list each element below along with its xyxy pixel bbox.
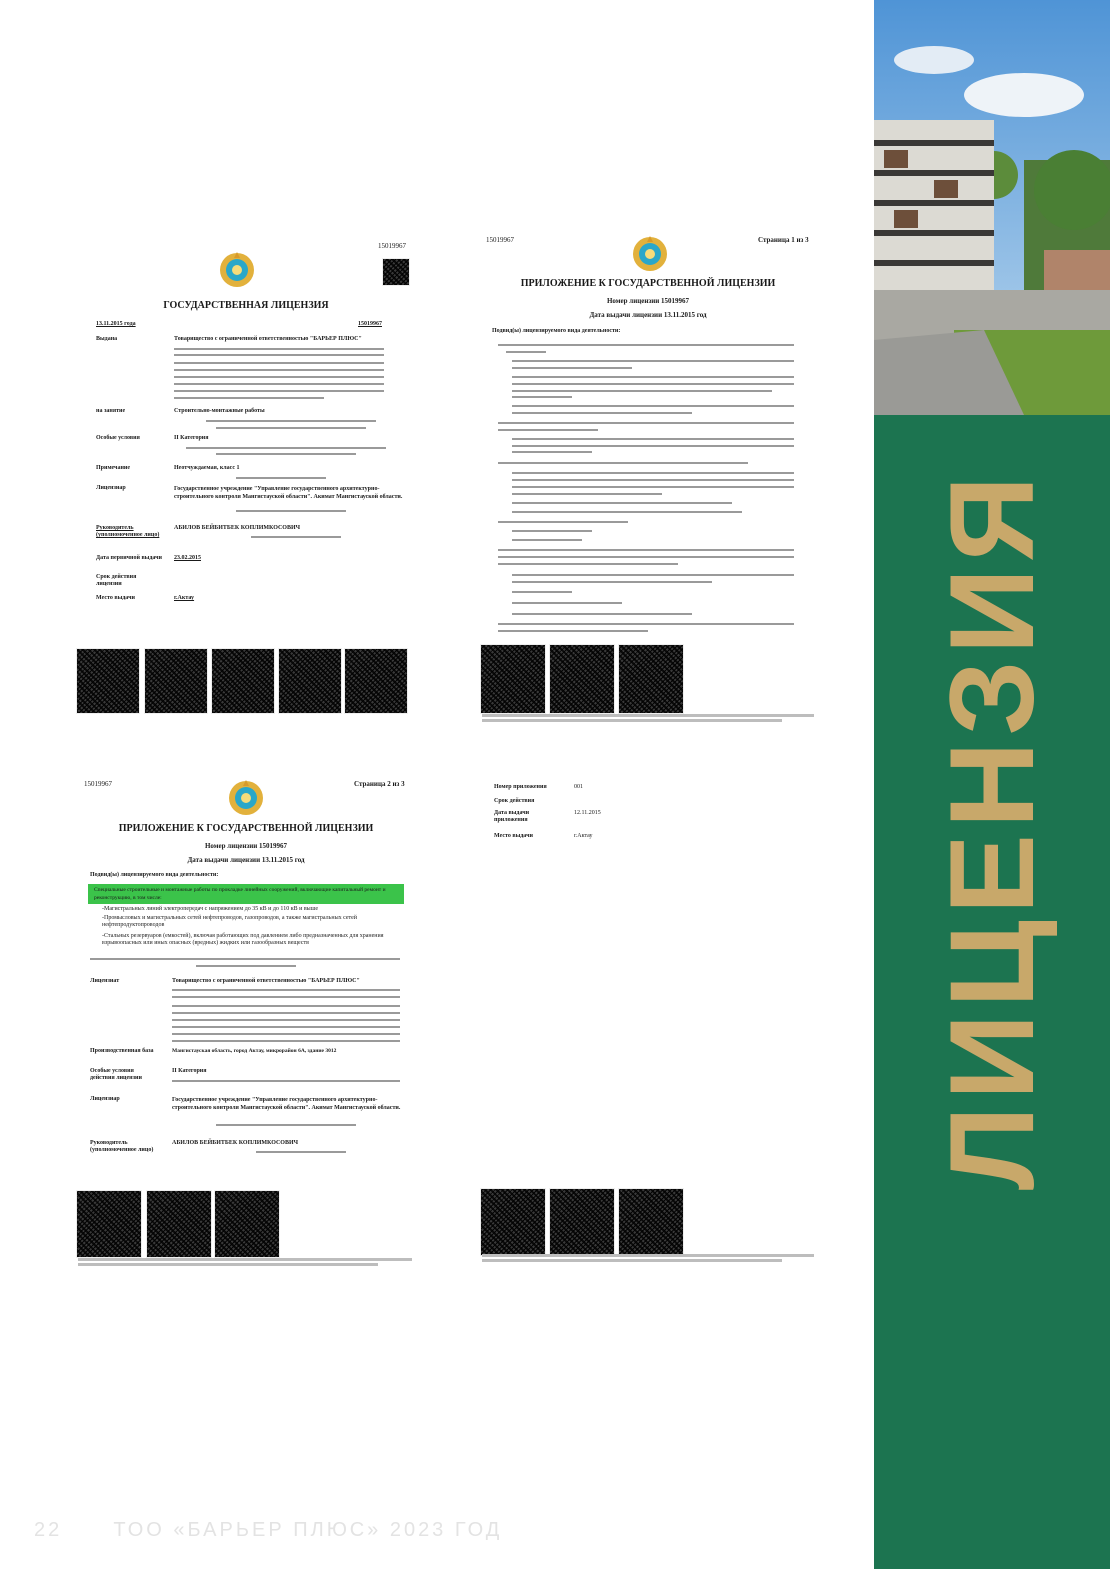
row-value: 001 [574, 784, 583, 790]
kazakhstan-emblem-icon [632, 234, 668, 274]
license-number: Номер лицензии 15019967 [204, 842, 288, 850]
row-key: Руководитель (уполномоченное лицо) [90, 1140, 154, 1153]
row-key: Руководитель (уполномоченное лицо) [96, 525, 160, 538]
row-value: Государственное учреждение "Управление государственного архитектурно-строительного контроля Мангистауской области". Акимат Мангистауской области. [172, 1097, 401, 1111]
doc-subtitle: Подвид(ы) лицензируемого вида деятельности: [90, 872, 219, 878]
row-value: Товарищество с ограниченной ответственностью "БАРЬЕР ПЛЮС" [174, 336, 362, 342]
footer-text: ТОО «БАРЬЕР ПЛЮС» 2023 ГОД [113, 1519, 503, 1541]
activity-item: -Промысловых и магистральных сетей нефтепроводов, газопроводов, а также магистральных сетей нефтепродуктопроводов [102, 915, 358, 928]
doc-date: 13.11.2015 года [96, 321, 136, 327]
page-indicator: Страница 2 из 3 [354, 780, 405, 788]
row-value: II Категория [172, 1068, 207, 1074]
license-appendix-page-1 [478, 232, 818, 724]
qr-code [144, 648, 208, 714]
doc-number-top: 15019967 [84, 780, 112, 788]
row-key: Место выдачи [96, 595, 135, 601]
doc-qr-code [382, 258, 410, 286]
doc-subtitle: Подвид(ы) лицензируемого вида деятельности: [492, 328, 621, 334]
qr-code [344, 648, 408, 714]
row-key: Дата первичной выдачи [96, 555, 163, 561]
qr-code [146, 1190, 212, 1258]
activity-item: -Стальных резервуаров (емкостей), включая работающих под давлением либо предназначенных для хранения взрывоопасных или иных опасных (вредных) жидких или газообразных веществ [102, 933, 384, 946]
doc-title: ГОСУДАРСТВЕННАЯ ЛИЦЕНЗИЯ [163, 300, 329, 311]
row-value: АБИЛОВ БЕЙБИТБЕК КОПЛИМКОСОВИЧ [172, 1140, 299, 1146]
row-key: Производственная база [90, 1048, 154, 1054]
issue-date: Дата выдачи лицензии 13.11.2015 год [187, 856, 305, 864]
doc-number-top: 15019967 [378, 242, 406, 250]
row-value: II Категория [174, 435, 209, 441]
row-value: 23.02.2015 [174, 555, 201, 561]
issue-date: Дата выдачи лицензии 13.11.2015 год [589, 311, 707, 319]
row-key: Особые условия [96, 435, 140, 441]
row-key: Лицензиар [96, 485, 126, 491]
row-value: АБИЛОВ БЕЙБИТБЕК КОПЛИМКОСОВИЧ [174, 525, 301, 531]
qr-code [278, 648, 342, 714]
row-value: 12.11.2015 [574, 810, 601, 816]
qr-code [618, 644, 684, 714]
row-key: Выдана [96, 336, 118, 342]
doc-title: ПРИЛОЖЕНИЕ К ГОСУДАРСТВЕННОЙ ЛИЦЕНЗИИ [118, 823, 374, 834]
doc-number-top: 15019967 [486, 236, 514, 244]
row-key: Номер приложения [494, 784, 547, 790]
qr-code [480, 1188, 546, 1256]
highlighted-activity-text: Специальные строительные и монтажные работы по прокладке линейных сооружений, включающие капитальный ремонт и реконструкцию, в том числе: [94, 887, 386, 901]
qr-code [76, 648, 140, 714]
activity-item: -Магистральных линий электропередач с напряжением до 35 кВ и до 110 кВ и выше [102, 906, 318, 912]
row-value: Товарищество с ограниченной ответственностью "БАРЬЕР ПЛЮС" [172, 978, 360, 984]
row-value: Государственное учреждение "Управление государственного архитектурно-строительного контроля Мангистауской области". Акимат Мангистауской области. [174, 486, 403, 500]
qr-code [480, 644, 546, 714]
page-footer [34, 1519, 502, 1542]
kazakhstan-emblem-icon [228, 778, 264, 818]
doc-title: ПРИЛОЖЕНИЕ К ГОСУДАРСТВЕННОЙ ЛИЦЕНЗИИ [520, 278, 776, 289]
page-number: 22 [34, 1519, 63, 1541]
qr-code [618, 1188, 684, 1256]
license-appendix-page-3 [478, 778, 818, 1270]
kazakhstan-emblem-icon [219, 250, 255, 290]
side-panel [874, 0, 1110, 1569]
doc-number: 15019967 [358, 321, 382, 327]
license-appendix-page-2 [76, 778, 416, 1270]
row-key: Срок действия лицензии [96, 574, 137, 587]
row-key: Срок действия [494, 798, 535, 804]
row-key: Лицензиат [90, 978, 120, 984]
row-key: на занятие [96, 408, 126, 414]
qr-code [549, 1188, 615, 1256]
row-key: Особые условия действия лицензии [90, 1068, 142, 1081]
row-key: Дата выдачи приложения [494, 810, 530, 823]
row-key: Место выдачи [494, 833, 533, 839]
page-indicator: Страница 1 из 3 [758, 236, 809, 244]
qr-code [211, 648, 275, 714]
license-document-page-1 [76, 240, 416, 720]
row-key: Лицензиар [90, 1096, 120, 1102]
license-number: Номер лицензии 15019967 [606, 297, 690, 305]
qr-code [76, 1190, 142, 1258]
qr-code [214, 1190, 280, 1258]
building-photo [874, 0, 1110, 415]
row-key: Примечание [96, 465, 131, 471]
row-value: Неотчуждаемая, класс 1 [174, 465, 240, 471]
row-value: Строительно-монтажные работы [174, 408, 265, 414]
row-value: г.Актау [174, 595, 195, 601]
side-panel-title: ЛИЦЕНЗИЯ [925, 469, 1059, 1191]
row-value: Мангистауская область, город Актау, микрорайон 6А, здание 3012 [172, 1048, 337, 1054]
qr-code [549, 644, 615, 714]
row-value: г.Актау [574, 833, 593, 839]
